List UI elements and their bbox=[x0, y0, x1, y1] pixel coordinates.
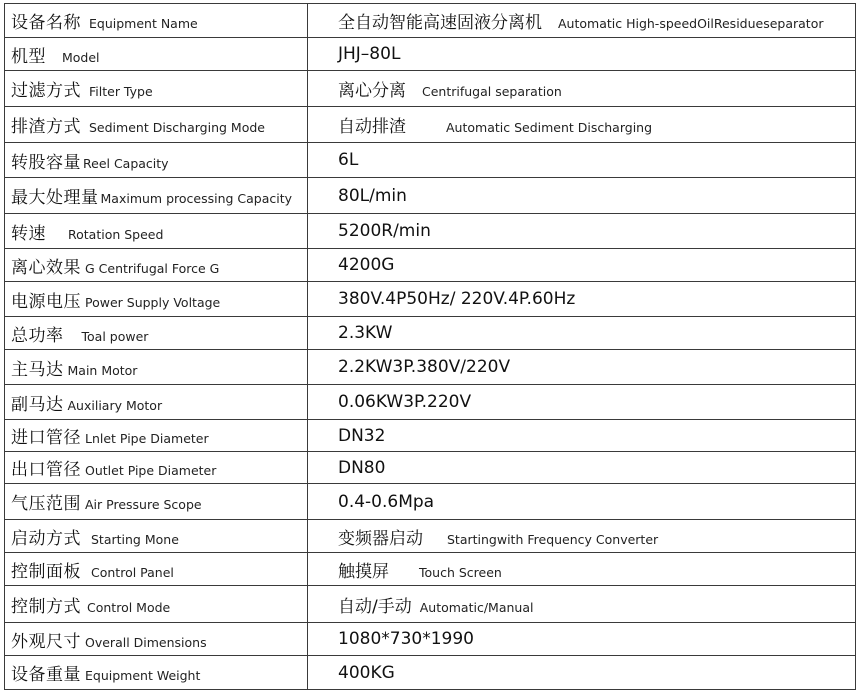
table-row bbox=[5, 420, 856, 452]
label-zh: 主马达 bbox=[11, 359, 64, 380]
value-en: Startingwith Frequency Converter bbox=[447, 531, 659, 547]
value-en: Touch Screen bbox=[419, 564, 502, 580]
table-row bbox=[5, 107, 856, 143]
value-zh: 1080*730*1990 bbox=[338, 629, 474, 649]
label-cell bbox=[5, 452, 308, 484]
label-cell bbox=[5, 656, 308, 690]
label-zh: 离心效果 bbox=[11, 257, 81, 278]
value-en: Centrifugal separation bbox=[422, 84, 562, 99]
label-en: Reel Capacity bbox=[83, 155, 169, 171]
value-cell bbox=[308, 520, 856, 553]
label-cell bbox=[5, 4, 308, 38]
value-cell bbox=[308, 249, 856, 282]
table-row bbox=[5, 553, 856, 586]
value-zh: 自动/手动 bbox=[338, 596, 412, 617]
label-en: Rotation Speed bbox=[68, 226, 164, 242]
label-en: Lnlet Pipe Diameter bbox=[85, 431, 209, 446]
value-zh: DN80 bbox=[338, 457, 386, 478]
value-cell bbox=[308, 452, 856, 484]
label-zh: 控制面板 bbox=[11, 561, 81, 582]
table-row bbox=[5, 520, 856, 553]
value-cell bbox=[308, 178, 856, 214]
label-cell bbox=[5, 178, 308, 214]
label-en: Maximum processing Capacity bbox=[100, 191, 293, 206]
label-cell bbox=[5, 282, 308, 317]
table-row bbox=[5, 178, 856, 214]
label-zh: 外观尺寸 bbox=[11, 631, 81, 652]
label-en: Control Mode bbox=[87, 599, 171, 615]
value-cell bbox=[308, 282, 856, 317]
label-zh: 机型 bbox=[11, 46, 46, 67]
value-cell bbox=[308, 553, 856, 586]
value-cell bbox=[308, 143, 856, 178]
table-row bbox=[5, 452, 856, 484]
value-cell bbox=[308, 350, 856, 385]
value-cell bbox=[308, 4, 856, 38]
table-row bbox=[5, 656, 856, 690]
label-cell bbox=[5, 249, 308, 282]
value-cell bbox=[308, 484, 856, 520]
label-cell bbox=[5, 484, 308, 520]
table-row bbox=[5, 214, 856, 249]
table-row bbox=[5, 350, 856, 385]
table-row bbox=[5, 249, 856, 282]
table-row bbox=[5, 623, 856, 656]
value-cell bbox=[308, 317, 856, 350]
value-cell bbox=[308, 656, 856, 690]
value-cell bbox=[308, 38, 856, 71]
value-zh: 全自动智能高速固液分离机 bbox=[338, 13, 542, 33]
value-zh: 6L bbox=[338, 150, 359, 170]
label-en: Auxiliary Motor bbox=[67, 397, 163, 413]
value-zh: 380V.4P50Hz/ 220V.4P.60Hz bbox=[338, 289, 576, 309]
value-cell bbox=[308, 214, 856, 249]
value-zh: 2.3KW bbox=[338, 323, 393, 343]
value-zh: 80L/min bbox=[338, 185, 407, 206]
label-en: Main Motor bbox=[67, 362, 138, 378]
label-en: Outlet Pipe Diameter bbox=[85, 463, 217, 478]
label-zh: 电源电压 bbox=[11, 291, 81, 312]
label-en: G Centrifugal Force G bbox=[85, 260, 220, 276]
value-zh: 变频器启动 bbox=[338, 528, 423, 549]
table-row bbox=[5, 143, 856, 178]
label-cell bbox=[5, 317, 308, 350]
value-cell bbox=[308, 107, 856, 143]
label-cell bbox=[5, 553, 308, 586]
label-cell bbox=[5, 71, 308, 107]
label-en: Toal power bbox=[81, 328, 149, 344]
value-zh: 自动排渣 bbox=[338, 117, 406, 137]
value-cell bbox=[308, 385, 856, 420]
label-en: Model bbox=[62, 49, 100, 65]
value-cell bbox=[308, 420, 856, 452]
value-cell bbox=[308, 71, 856, 107]
table-row bbox=[5, 282, 856, 317]
table-row bbox=[5, 586, 856, 623]
label-zh: 进口管径 bbox=[11, 428, 81, 448]
value-zh: 0.06KW3P.220V bbox=[338, 392, 472, 412]
label-zh: 出口管径 bbox=[11, 460, 81, 480]
value-en: Automatic High-speedOilResidueseparator bbox=[558, 16, 824, 31]
label-zh: 最大处理量 bbox=[11, 188, 99, 208]
label-cell bbox=[5, 214, 308, 249]
label-cell bbox=[5, 420, 308, 452]
label-en: Control Panel bbox=[91, 564, 174, 580]
label-zh: 副马达 bbox=[11, 394, 64, 415]
label-cell bbox=[5, 350, 308, 385]
table-row bbox=[5, 71, 856, 107]
table-row bbox=[5, 38, 856, 71]
label-cell bbox=[5, 520, 308, 553]
label-cell bbox=[5, 143, 308, 178]
value-zh: DN32 bbox=[338, 425, 386, 446]
label-cell bbox=[5, 623, 308, 656]
value-cell bbox=[308, 623, 856, 656]
label-en: Equipment Weight bbox=[85, 668, 201, 683]
label-zh: 设备名称 bbox=[11, 13, 81, 33]
label-cell bbox=[5, 385, 308, 420]
label-cell bbox=[5, 38, 308, 71]
label-zh: 总功率 bbox=[11, 325, 64, 346]
label-zh: 排渣方式 bbox=[11, 117, 81, 137]
label-cell bbox=[5, 107, 308, 143]
label-zh: 启动方式 bbox=[11, 528, 81, 549]
label-en: Overall Dimensions bbox=[85, 634, 207, 650]
label-en: Air Pressure Scope bbox=[85, 497, 202, 512]
label-zh: 控制方式 bbox=[11, 596, 81, 617]
label-cell bbox=[5, 586, 308, 623]
label-zh: 过滤方式 bbox=[11, 81, 81, 101]
value-en: Automatic Sediment Discharging bbox=[446, 120, 653, 135]
label-zh: 设备重量 bbox=[11, 665, 81, 685]
table-row bbox=[5, 4, 856, 38]
value-en: Automatic/Manual bbox=[419, 599, 534, 615]
label-en: Filter Type bbox=[89, 84, 153, 99]
value-zh: 400KG bbox=[338, 662, 395, 683]
table-row bbox=[5, 317, 856, 350]
table-row bbox=[5, 385, 856, 420]
value-zh: 触摸屏 bbox=[338, 561, 389, 582]
label-en: Power Supply Voltage bbox=[85, 294, 221, 310]
table-row bbox=[5, 484, 856, 520]
value-zh: JHJ–80L bbox=[338, 44, 401, 64]
label-en: Starting Mone bbox=[91, 531, 179, 547]
value-zh: 2.2KW3P.380V/220V bbox=[338, 357, 511, 377]
label-en: Equipment Name bbox=[89, 16, 198, 31]
value-zh: 5200R/min bbox=[338, 221, 431, 241]
label-zh: 转股容量 bbox=[11, 152, 81, 173]
label-zh: 气压范围 bbox=[11, 494, 81, 514]
value-zh: 0.4-0.6Mpa bbox=[338, 491, 435, 512]
label-zh: 转速 bbox=[11, 223, 46, 244]
spec-table bbox=[4, 3, 856, 690]
value-zh: 4200G bbox=[338, 255, 395, 275]
label-en: Sediment Discharging Mode bbox=[89, 120, 265, 135]
value-zh: 离心分离 bbox=[338, 81, 406, 101]
value-cell bbox=[308, 586, 856, 623]
